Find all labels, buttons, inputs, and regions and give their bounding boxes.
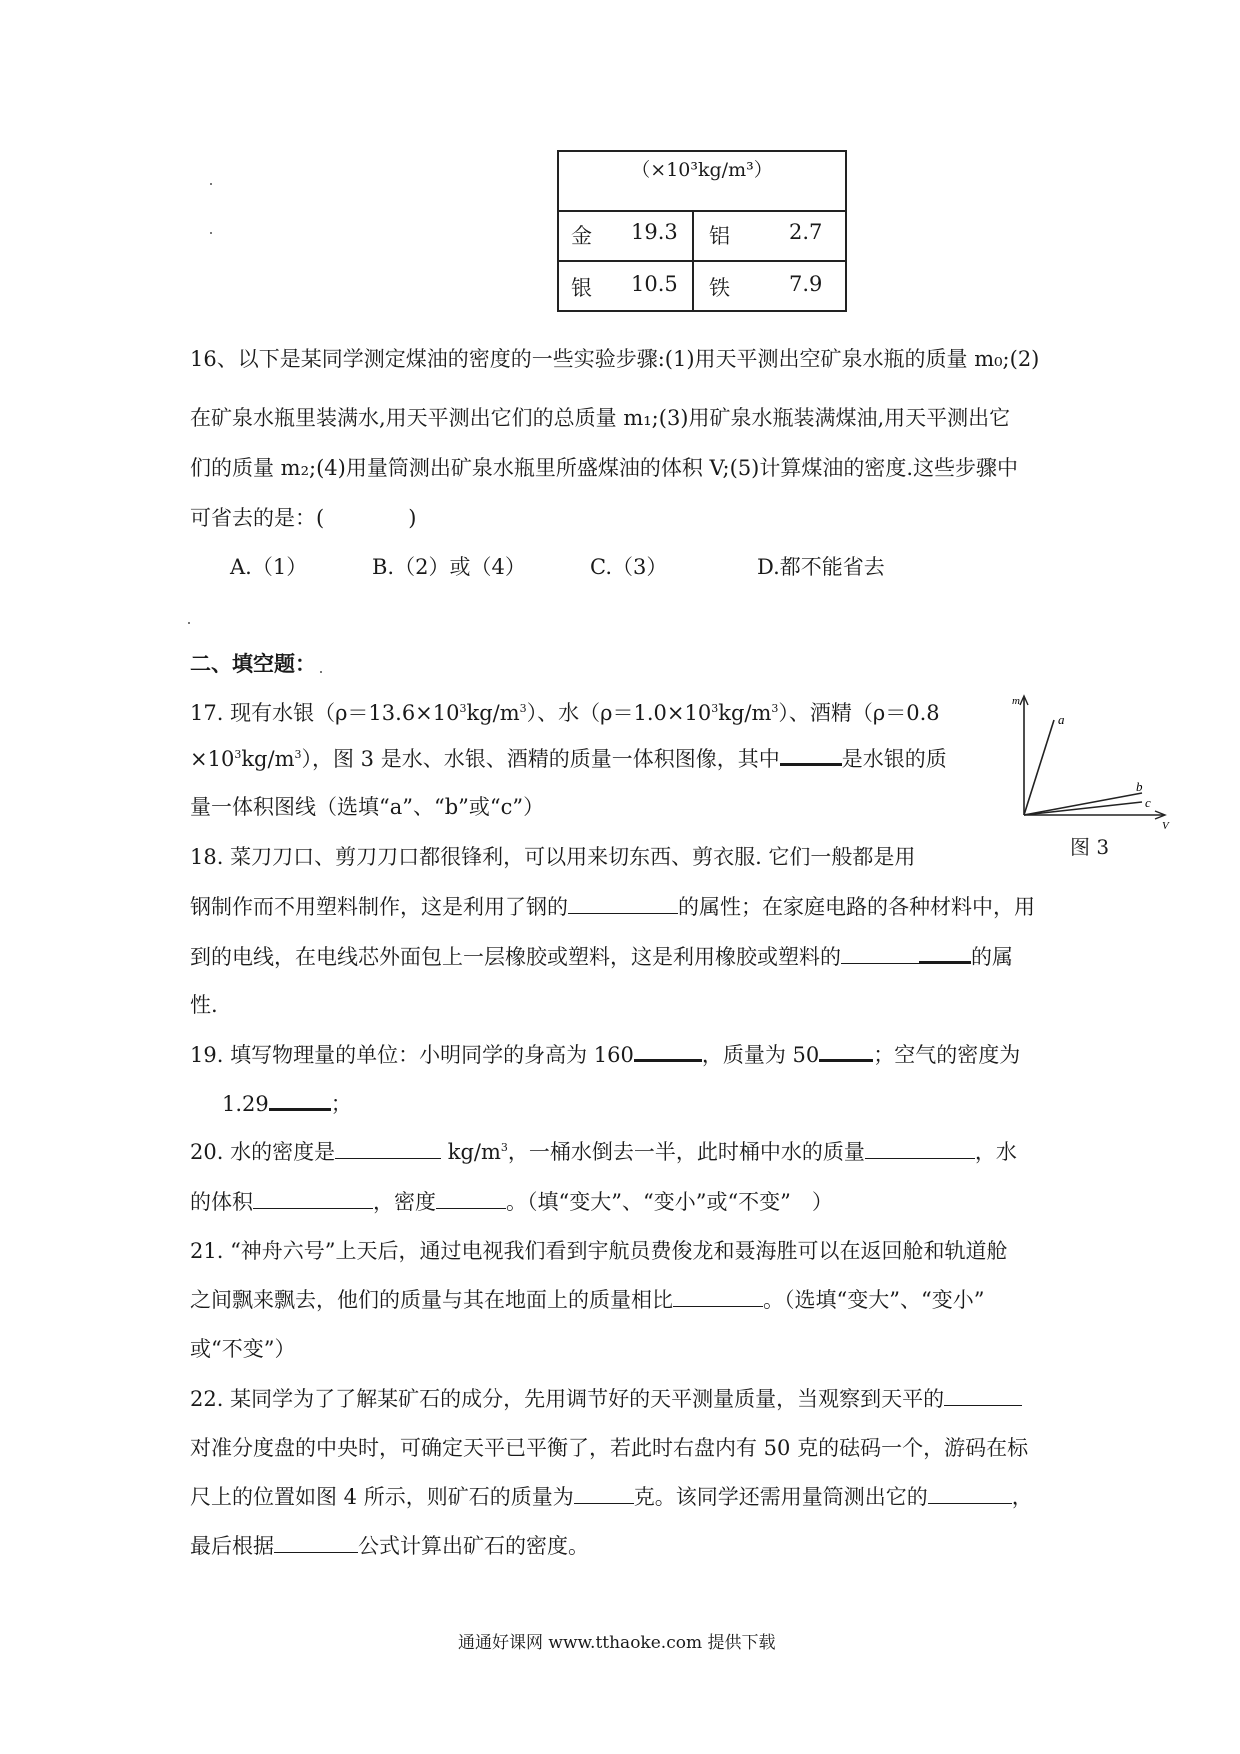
answer-blank[interactable] (928, 1483, 1012, 1504)
q17-text: ）、水（ρ＝1.0×10 (526, 701, 712, 725)
q17-text: 17. 现有水银（ρ＝13.6×10 (190, 701, 460, 725)
q20-text: kg/m (447, 1140, 501, 1164)
q17-text: ），图 3 是水、水银、酒精的质量一体积图像，其中 (301, 747, 780, 771)
q16-option-d: D.都不能省去 (757, 555, 885, 579)
q18-text: 钢制作而不用塑料制作，这是利用了钢的 (190, 895, 568, 919)
q17-text: kg/m (718, 701, 772, 725)
table-cell: 10.5 (631, 272, 678, 296)
q20-line-2 (190, 1187, 833, 1217)
q20-text: ，密度 (373, 1190, 436, 1214)
answer-blank[interactable] (673, 1286, 763, 1307)
q16-line: 16、以下是某同学测定煤油的密度的一些实验步骤:(1)用天平测出空矿泉水瓶的质量 m₀;(2) (190, 347, 1040, 371)
table-row (559, 262, 845, 312)
q22-line-2: 对准分度盘的中央时，可确定天平已平衡了，若此时右盘内有 50 克的砝码一个，游码在标 (190, 1436, 1029, 1460)
answer-blank[interactable] (780, 743, 842, 766)
answer-blank[interactable] (436, 1188, 506, 1209)
q20-line-1 (190, 1137, 1017, 1167)
superscript: 3 (771, 702, 779, 715)
x-axis-label: V (1162, 820, 1169, 830)
table-divider (692, 210, 694, 312)
q19-text: 1.29 (222, 1092, 269, 1116)
q17-text: ）、酒精（ρ＝0.8 (778, 701, 940, 725)
scan-speck (320, 671, 322, 673)
q22-text: 克。该同学还需用量筒测出它的 (633, 1485, 928, 1509)
q20-text: ，水 (974, 1140, 1017, 1164)
q18-line-3 (190, 941, 1013, 972)
q17-line-3: 量一体积图线（选填“a”、“b”或“c”） (190, 795, 545, 819)
q22-text: 22. 某同学为了了解某矿石的成分，先用调节好的天平测量质量，当观察到天平的 (190, 1387, 945, 1411)
q22-line-1 (190, 1384, 1022, 1414)
q19-text: 19. 填写物理量的单位：小明同学的身高为 160 (190, 1043, 634, 1067)
scan-speck (210, 232, 212, 234)
q20-text: 的体积 (190, 1190, 253, 1214)
line-b-label: b (1136, 779, 1143, 794)
page-footer: 通通好课网 www.tthaoke.com 提供下载 (458, 1633, 776, 1653)
answer-blank[interactable] (568, 893, 678, 914)
q17-text: kg/m (466, 701, 520, 725)
q21-text: 之间飘来飘去，他们的质量与其在地面上的质量相比 (190, 1288, 673, 1312)
q22-text: 最后根据 (190, 1534, 274, 1558)
q20-text: 。（填“变大”、“变小”或“不变” ） (506, 1190, 833, 1214)
answer-blank[interactable] (944, 1385, 1022, 1406)
superscript: 3 (519, 702, 527, 715)
q17-line-1 (190, 698, 940, 728)
section-title: 二、填空题： (190, 651, 316, 676)
answer-blank[interactable] (865, 1138, 975, 1159)
answer-blank[interactable] (274, 1532, 358, 1553)
scan-speck (210, 183, 212, 185)
q18-line-1: 18. 菜刀刀口、剪刀刀口都很锋利，可以用来切东西、剪衣服. 它们一般都是用 (190, 845, 916, 869)
scan-speck (188, 622, 190, 624)
answer-blank[interactable] (819, 1039, 873, 1062)
answer-blank[interactable] (841, 943, 919, 964)
q16-line: 们的质量 m₂;(4)用量筒测出矿泉水瓶里所盛煤油的体积 V;(5)计算煤油的密度.这些步骤中 (190, 456, 1019, 480)
q17-text: ×10 (190, 747, 235, 771)
table-cell: 铁 (709, 276, 730, 300)
y-axis-label: m (1012, 695, 1020, 707)
line-a (1024, 720, 1054, 815)
q18-text: 到的电线，在电线芯外面包上一层橡胶或塑料，这是利用橡胶或塑料的 (190, 945, 841, 969)
table-cell: 铝 (709, 224, 730, 248)
q22-text: 尺上的位置如图 4 所示，则矿石的质量为 (190, 1485, 574, 1509)
q19-line-1 (190, 1039, 1020, 1070)
q22-text: ， (1011, 1485, 1033, 1509)
mass-volume-graph (1012, 690, 1177, 830)
answer-blank[interactable] (253, 1188, 373, 1209)
q19-text: ；空气的密度为 (873, 1043, 1021, 1067)
table-cell: 19.3 (631, 220, 678, 244)
q16-option-a: A.（1） (230, 555, 308, 579)
q18-text: 的属性；在家庭电路的各种材料中，用 (678, 895, 1035, 919)
q18-line-2 (190, 892, 1035, 922)
figure-caption: 图 3 (1070, 835, 1110, 859)
q16-option-b: B.（2）或（4） (372, 555, 526, 579)
q17-text: kg/m (241, 747, 295, 771)
answer-blank[interactable] (574, 1483, 634, 1504)
q20-text: 20. 水的密度是 (190, 1140, 336, 1164)
answer-blank[interactable] (634, 1039, 702, 1062)
table-cell: 7.9 (789, 272, 823, 296)
answer-blank[interactable] (269, 1088, 331, 1111)
line-c-label: c (1145, 795, 1151, 810)
density-table (557, 150, 847, 312)
table-cell: 银 (571, 276, 592, 300)
q22-text: 公式计算出矿石的密度。 (358, 1534, 589, 1558)
q18-line-4: 性. (190, 993, 218, 1017)
q21-text: 。（选填“变大”、“变小” (763, 1288, 985, 1312)
q16-line: 可省去的是：( ) (190, 506, 417, 530)
q19-text: ； (330, 1092, 352, 1116)
q18-text: 的属 (971, 945, 1013, 969)
superscript: 3 (459, 702, 467, 715)
superscript: 3 (711, 702, 719, 715)
density-table-header: （×10³kg/m³） (559, 152, 845, 212)
q21-line-1: 21. “神舟六号”上天后，通过电视我们看到宇航员费俊龙和聂海胜可以在返回舱和轨道舱 (190, 1239, 1008, 1263)
table-cell: 金 (571, 224, 592, 248)
q22-line-4 (190, 1531, 589, 1561)
answer-blank[interactable] (919, 941, 971, 964)
q17-line-2 (190, 743, 947, 774)
q16-line: 在矿泉水瓶里装满水,用天平测出它们的总质量 m₁;(3)用矿泉水瓶装满煤油,用天平测出它 (190, 406, 1011, 430)
superscript: 3 (294, 748, 302, 761)
q17-text: 是水银的质 (841, 747, 947, 771)
q16-option-c: C.（3） (590, 555, 668, 579)
line-a-label: a (1058, 712, 1065, 727)
superscript: 3 (234, 748, 242, 761)
table-row (559, 210, 845, 262)
q19-line-2 (222, 1088, 352, 1119)
q22-line-3 (190, 1482, 1033, 1512)
answer-blank[interactable] (335, 1138, 441, 1159)
q19-text: ，质量为 50 (701, 1043, 820, 1067)
superscript: 3 (500, 1141, 508, 1154)
q21-line-3: 或“不变”） (190, 1337, 296, 1361)
table-cell: 2.7 (789, 220, 823, 244)
q20-text: ，一桶水倒去一半，此时桶中水的质量 (507, 1140, 865, 1164)
q21-line-2 (190, 1285, 984, 1315)
